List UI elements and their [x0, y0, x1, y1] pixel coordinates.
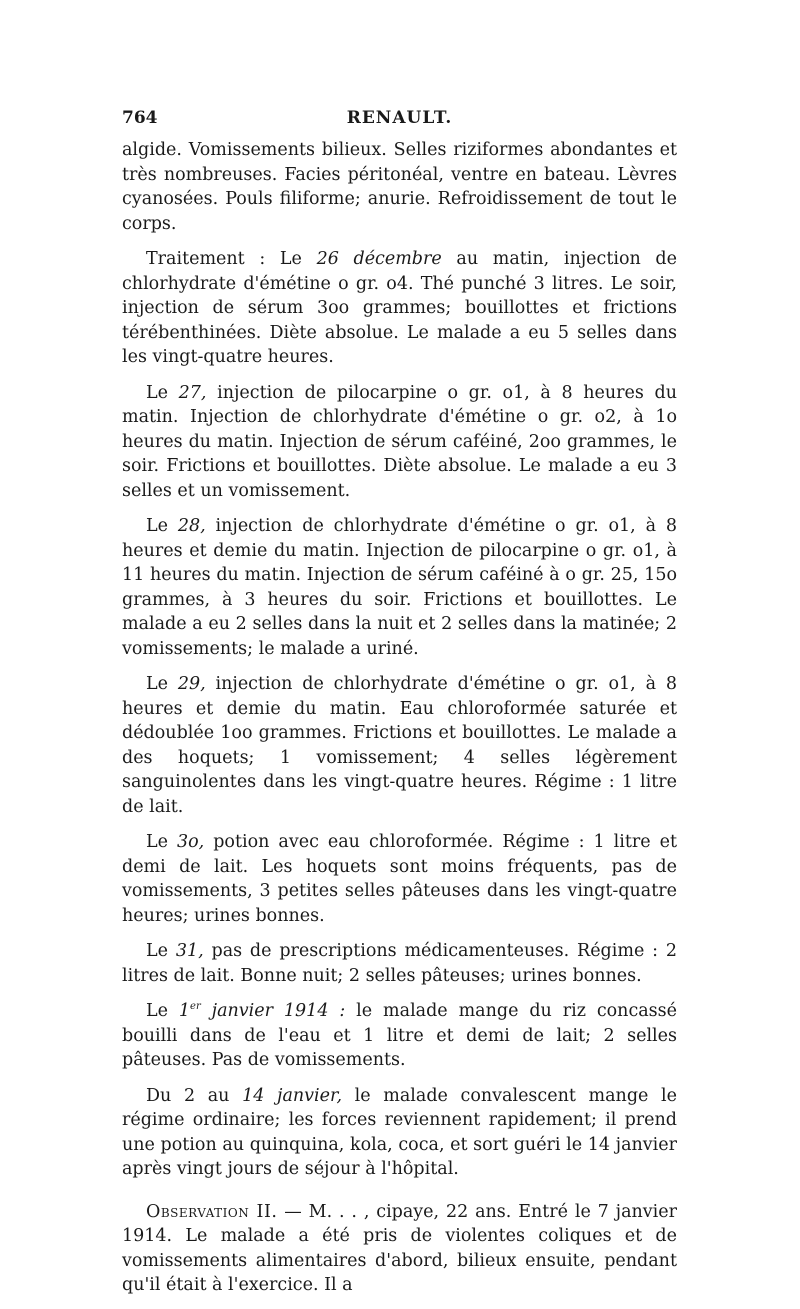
running-header: [122, 108, 677, 138]
paragraph-day-27: Le 27, injection de pilocarpine o gr. o1, à 8 heures du matin. Injection de chlorhydrate d'émétine o gr. o2, à 1o heures du matin. Injection de sérum caféiné, 2oo grammes, le soir. Frictions et bouillottes. Diète absolue. Le malade a eu 3 selles et un vomissement.: [122, 382, 678, 501]
paragraph-observation-2: Observation II. — M. . . , cipaye, 22 ans. Entré le 7 janvier 1914. Le malade a été pris de violentes coliques et de vomissements alimentaires d'abord, bilieux ensuite, pendant qu'il était à l'exercice. Il a: [122, 1201, 677, 1295]
running-title: RENAULT.: [346, 108, 453, 128]
paragraph-continuation: algide. Vomissements bilieux. Selles riziformes abondantes et très nombreuses. Facies péritonéal, ventre en bateau. Lèvres cyanosées. Pouls filiforme; anurie. Refroidissement de tout le corps.: [122, 140, 677, 234]
observation-heading: Observation II.: [146, 1201, 278, 1222]
paragraph-traitement: Traitement : Le 26 décembre au matin, injection de chlorhydrate d'émétine o gr. o4. Thé punché 3 litres. Le soir, injection de sérum 3oo grammes; bouillottes et frictions térébenthinées. Diète absolue. Le malade a eu 5 selles dans les vingt-quatre heures.: [122, 249, 677, 367]
book-page: [122, 108, 677, 1309]
paragraph-day-28: Le 28, injection de chlorhydrate d'émétine o gr. o1, à 8 heures et demie du matin. Injection de pilocarpine o gr. o1, à 11 heures du matin. Injection de sérum caféiné à o gr. 25, 15o grammes, à 3 heures du soir. Frictions et bouillottes. Le malade a eu 2 selles dans la nuit et 2 selles dans la matinée; 2 vomissements; le malade a uriné.: [122, 516, 677, 659]
paragraph-january-1: Le 1er janvier 1914 : le malade mange du riz concassé bouilli dans de l'eau et 1 litre et demi de lait; 2 selles pâteuses. Pas de vomissements.: [122, 1001, 677, 1070]
paragraph-january-2-14: Du 2 au 14 janvier, le malade convalescent mange le régime ordinaire; les forces reviennent rapidement; il prend une potion au quinquina, kola, coca, et sort guéri le 14 janvier après vingt jours de séjour à l'hôpital.: [122, 1085, 677, 1179]
page-number: 764: [122, 108, 158, 128]
paragraph-day-29: Le 29, injection de chlorhydrate d'émétine o gr. o1, à 8 heures et demie du matin. Eau chloroformée saturée et dédoublée 1oo grammes. Frictions et bouillottes. Le malade a des hoquets; 1 vomissement; 4 selles légèrement sanguinolentes dans les vingt-quatre heures. Régime : 1 litre de lait.: [122, 674, 677, 817]
paragraph-day-31: Le 31, pas de prescriptions médicamenteuses. Régime : 2 litres de lait. Bonne nuit; 2 selles pâteuses; urines bonnes.: [122, 941, 677, 986]
paragraph-day-30: Le 3o, potion avec eau chloroformée. Régime : 1 litre et demi de lait. Les hoquets sont moins fréquents, pas de vomissements, 3 petites selles pâteuses dans les vingt-quatre heures; urines bonnes.: [122, 832, 677, 926]
